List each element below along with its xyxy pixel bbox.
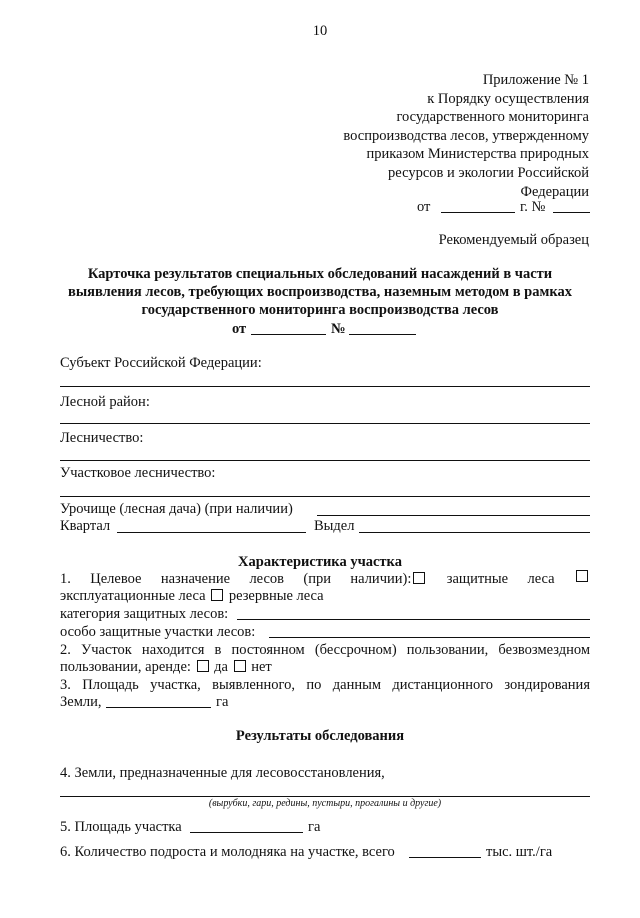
item5-line <box>190 832 303 833</box>
item4-hint: (вырубки, гари, редины, пустыри, прогалины и другие) <box>208 798 442 809</box>
title-from-label: от <box>232 321 247 337</box>
tract-line <box>317 515 590 516</box>
item1-word: 1. <box>60 571 71 587</box>
tract-label: Урочище (лесная дача) (при наличии) <box>60 501 293 517</box>
appendix-header <box>343 71 589 201</box>
item1-word: наличии): <box>350 571 412 587</box>
appendix-date-blank <box>441 212 515 213</box>
appendix-line: воспроизводства лесов, утвержденному <box>343 127 589 144</box>
results-heading: Результаты обследования <box>235 728 405 744</box>
item2-line1: 2. Участок находится в постоянном (бессрочном) пользовании, безвозмездном <box>60 642 590 658</box>
reserve-label: резервные леса <box>228 588 324 604</box>
section-line <box>359 532 590 533</box>
appendix-line: государственного мониторинга <box>396 109 589 126</box>
forestry-line <box>60 460 590 461</box>
item1-word: лесов <box>249 571 285 587</box>
appendix-line: к Порядку осуществления <box>427 90 589 107</box>
exploitation-label: эксплуатационные леса <box>60 588 206 604</box>
item1-continuation <box>60 587 324 605</box>
protective-category-label: категория защитных лесов: <box>60 606 229 622</box>
checkbox-yes[interactable] <box>197 660 209 672</box>
item3-line2: Земли, <box>60 694 102 710</box>
title-date-blank <box>251 334 326 335</box>
item3-unit: га <box>216 694 229 710</box>
appendix-line: ресурсов и экологии Российской <box>388 164 589 181</box>
item2-text: пользовании, аренде: <box>60 659 191 675</box>
yes-label: да <box>214 659 228 675</box>
forest-district-line <box>60 423 590 424</box>
item1-word: Целевое <box>90 571 142 587</box>
item4-label: 4. Земли, предназначенные для лесовосстановления, <box>60 765 385 781</box>
appendix-number-blank <box>553 212 590 213</box>
protective-label: защитные <box>446 571 509 587</box>
title-line: Карточка результатов специальных обследований насаждений в части <box>87 266 553 282</box>
recommended-sample: Рекомендуемый образец <box>438 232 589 248</box>
item6-label: 6. Количество подроста и молодняка на участке, всего <box>60 844 395 860</box>
item3-line1: 3. Площадь участка, выявленного, по данным дистанционного зондирования <box>60 677 590 693</box>
quarter-label: Квартал <box>60 518 111 534</box>
item5-unit: га <box>308 819 321 835</box>
quarter-line <box>117 532 306 533</box>
title-line: выявления лесов, требующих воспроизводства, наземным методом в рамках <box>68 284 572 300</box>
document-title <box>50 265 590 319</box>
appendix-from-label: от <box>417 199 431 215</box>
item4-line <box>60 796 590 797</box>
title-number-blank <box>349 334 416 335</box>
special-protective-label: особо защитные участки лесов: <box>60 624 256 640</box>
checkbox-no[interactable] <box>234 660 246 672</box>
subject-line <box>60 386 590 387</box>
checkbox-exploitation[interactable] <box>576 570 588 582</box>
district-forestry-line <box>60 496 590 497</box>
characteristics-heading: Характеристика участка <box>238 554 402 570</box>
item6-unit: тыс. шт./га <box>486 844 553 860</box>
appendix-line: Приложение № 1 <box>482 72 589 88</box>
page-number: 10 <box>312 23 328 39</box>
appendix-line: приказом Министерства природных <box>366 146 589 163</box>
title-line: государственного мониторинга воспроизводства лесов <box>141 302 499 318</box>
item5-label: 5. Площадь участка <box>60 819 182 835</box>
item1-word: назначение <box>160 571 231 587</box>
no-label: нет <box>251 659 272 675</box>
item6-line <box>409 857 481 858</box>
item3-area-line <box>106 707 211 708</box>
title-number-label: № <box>331 321 346 337</box>
appendix-line: Федерации <box>520 183 589 200</box>
appendix-year-label: г. № <box>520 199 546 215</box>
forest-district-label: Лесной район: <box>60 394 150 410</box>
item2-line2 <box>60 658 272 676</box>
forests-label: леса <box>527 571 555 587</box>
section-label: Выдел <box>314 518 355 534</box>
item1-word: (при <box>303 571 331 587</box>
checkbox-protective[interactable] <box>413 572 425 584</box>
special-protective-line <box>269 637 590 638</box>
protective-category-line <box>237 619 590 620</box>
subject-label: Субъект Российской Федерации: <box>60 355 262 371</box>
checkbox-reserve[interactable] <box>211 589 223 601</box>
forestry-label: Лесничество: <box>60 430 144 446</box>
district-forestry-label: Участковое лесничество: <box>60 465 216 481</box>
item1-row <box>60 570 590 588</box>
